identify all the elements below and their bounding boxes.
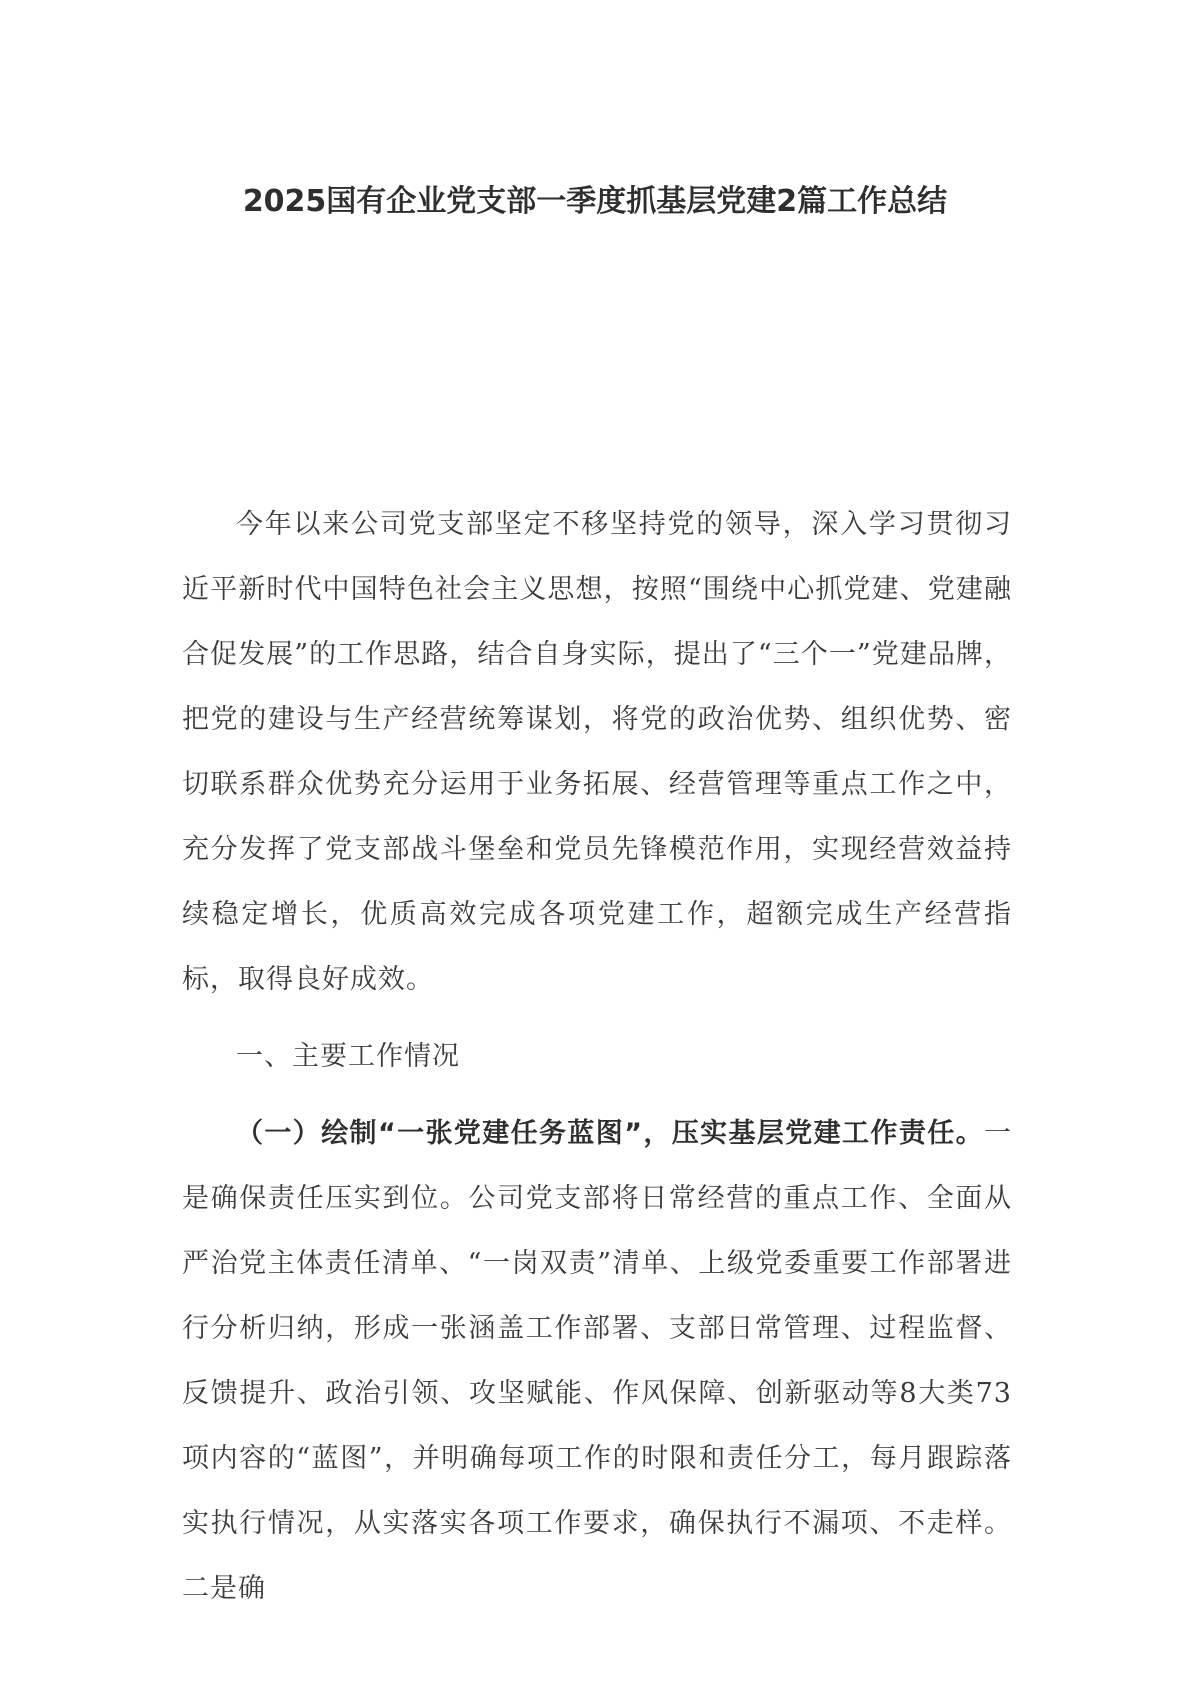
- section-heading: 一、主要工作情况: [236, 1041, 460, 1072]
- paragraph-gap: [182, 1089, 1012, 1101]
- subsection-body: 一是确保责任压实到位。公司党支部将日常经营的重点工作、全面从严治党主体责任清单、“一岗双责”清单、上级党委重要工作部署进行分析归纳，形成一张涵盖工作部署、支部日常管理、过程监督、反馈提升、政治引领、攻坚赋能、作风保障、创新驱动等8大类73项内容的“蓝图”，并明确每项工作的时限和责任分工，每月跟踪落实执行情况，从实落实各项工作要求，确保执行不漏项、不走样。二是确: [182, 1118, 1012, 1604]
- intro-paragraph: 今年以来公司党支部坚定不移坚持党的领导，深入学习贯彻习近平新时代中国特色社会主义思想，按照“围绕中心抓党建、党建融合促发展”的工作思路，结合自身实际，提出了“三个一”党建品牌，把党的建设与生产经营统筹谋划，将党的政治优势、组织优势、密切联系群众优势充分运用于业务拓展、经营管理等重点工作之中，充分发挥了党支部战斗堡垒和党员先锋模范作用，实现经营效益持续稳定增长，优质高效完成各项党建工作，超额完成生产经营指标，取得良好成效。: [182, 509, 1012, 995]
- subsection-paragraph: [182, 1101, 1012, 1621]
- document-body: [182, 492, 1012, 1621]
- subsection-heading: （一）绘制“一张党建任务蓝图”，压实基层党建工作责任。: [236, 1118, 984, 1149]
- paragraph-gap: [182, 1012, 1012, 1024]
- document-title: 2025国有企业党支部一季度抓基层党建2篇工作总结: [242, 184, 948, 219]
